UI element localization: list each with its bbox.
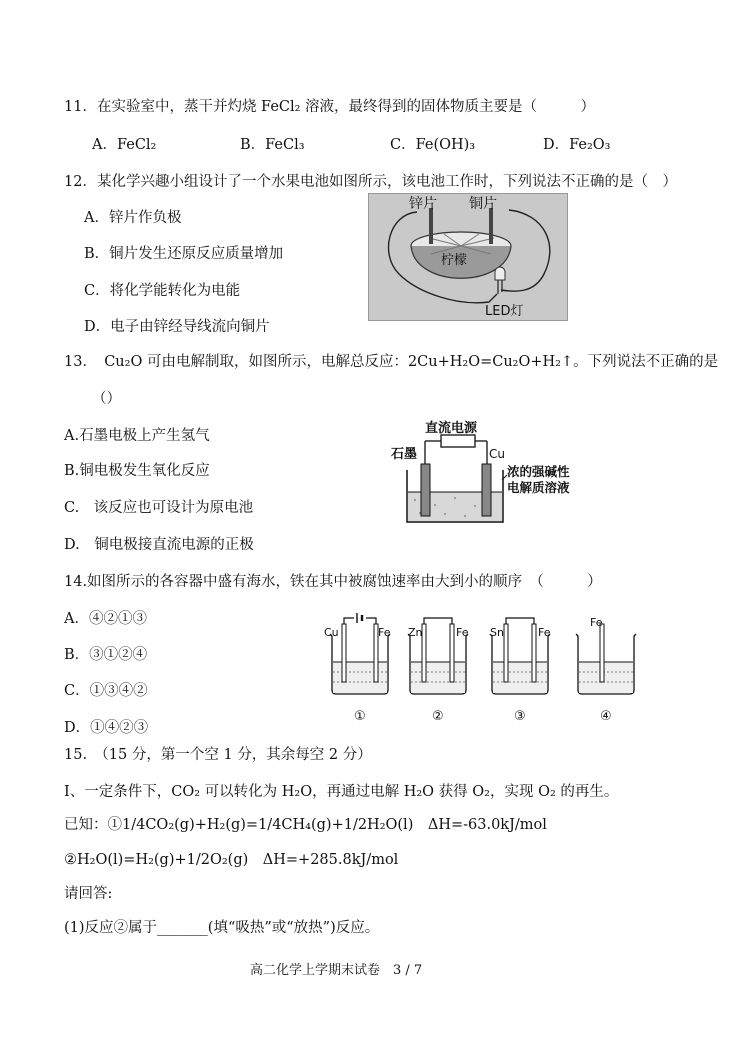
q15-part1: I、一定条件下，CO₂ 可以转化为 H₂O，再通过电解 H₂O 获得 O₂，实现 O₂ 的再生。 <box>64 784 619 800</box>
beaker-2-right-label: Fe <box>456 626 469 639</box>
copper-label: 铜片 <box>469 196 497 212</box>
q11-option-d: D．Fe₂O₃ <box>543 137 611 153</box>
q13-option-c: C. 该反应也可设计为原电池 <box>64 500 254 516</box>
q11-option-b: B．FeCl₃ <box>240 137 305 153</box>
q13-stem: 13． Cu₂O 可由电解制取，如图所示，电解总反应：2Cu+H₂O=Cu₂O+H₂↑。下列说法不正确的是 <box>64 354 719 370</box>
q14-stem: 14.如图所示的各容器中盛有海水，铁在其中被腐蚀速率由大到小的顺序 （ ） <box>64 574 602 590</box>
q12-option-c: C．将化学能转化为电能 <box>84 283 241 299</box>
q15-stem: 15. （15 分，第一个空 1 分，其余每空 2 分） <box>64 747 372 763</box>
q11-option-a: A．FeCl₂ <box>92 137 157 153</box>
q15-known2: ②H₂O(l)=H₂(g)+1/2O₂(g) ΔH=+285.8kJ/mol <box>64 852 399 868</box>
beaker-2 <box>408 618 469 724</box>
beaker-3 <box>490 618 551 724</box>
q13-option-d: D. 铜电极接直流电源的正极 <box>64 537 254 553</box>
q11-stem: 11．在实验室中，蒸干并灼烧 FeCl₂ 溶液，最终得到的固体物质主要是（ ） <box>64 99 596 115</box>
beaker-1-right-label: Fe <box>378 626 391 639</box>
q13-paren: （） <box>92 391 121 407</box>
q14-option-c: C．①③④② <box>64 683 148 699</box>
q15-sub1: (1)反应②属于_______(填“吸热”或“放热”)反应。 <box>64 920 380 936</box>
q14-option-b: B．③①②④ <box>64 647 148 663</box>
beaker-3-left-label: Sn <box>490 626 504 639</box>
q13-option-b: B.铜电极发生氧化反应 <box>64 463 210 479</box>
q15-ask: 请回答: <box>64 886 113 902</box>
q12-option-d: D．电子由锌经导线流向铜片 <box>84 319 270 335</box>
q12-option-a: A．锌片作负极 <box>84 210 182 226</box>
electrolyte-label-2: 电解质溶液 <box>507 480 570 495</box>
led-label: LED灯 <box>485 304 524 319</box>
q14-option-d: D．①④②③ <box>64 720 149 736</box>
fruit-battery-figure <box>368 193 568 321</box>
beaker-1-left-label: Cu <box>324 626 339 639</box>
power-label: 直流电源 <box>425 421 478 436</box>
page-footer: 高二化学上学期末试卷 3 / 7 <box>250 963 423 978</box>
lemon-label: 柠檬 <box>441 253 468 268</box>
q12-option-b: B．铜片发生还原反应质量增加 <box>84 246 284 262</box>
electrolysis-figure <box>385 410 595 528</box>
electrolyte-label-1: 浓的强碱性 <box>507 464 570 479</box>
beaker-4-number: ④ <box>600 709 612 724</box>
zinc-label: 锌片 <box>409 196 437 212</box>
beaker-2-number: ② <box>432 709 444 724</box>
beaker-2-left-label: Zn <box>408 626 423 639</box>
beaker-1-number: ① <box>354 709 366 724</box>
beaker-1 <box>324 613 391 724</box>
beaker-3-right-label: Fe <box>538 626 551 639</box>
q13-option-a: A.石墨电极上产生氢气 <box>64 428 210 444</box>
beaker-4 <box>576 616 636 724</box>
beaker-3-number: ③ <box>514 709 526 724</box>
q15-known1: 已知：①1/4CO₂(g)+H₂(g)=1/4CH₄(g)+1/2H₂O(l) ΔH=-63.0kJ/mol <box>64 817 547 833</box>
beaker-4-left-label: Fe <box>590 616 603 629</box>
q14-option-a: A．④②①③ <box>64 611 147 627</box>
graphite-label: 石墨 <box>391 447 418 462</box>
cu-label: Cu <box>489 447 505 461</box>
corrosion-figure <box>318 612 648 727</box>
q12-stem: 12．某化学兴趣小组设计了一个水果电池如图所示，该电池工作时，下列说法不正确的是（ ） <box>64 174 677 190</box>
q11-option-c: C．Fe(OH)₃ <box>390 137 476 153</box>
